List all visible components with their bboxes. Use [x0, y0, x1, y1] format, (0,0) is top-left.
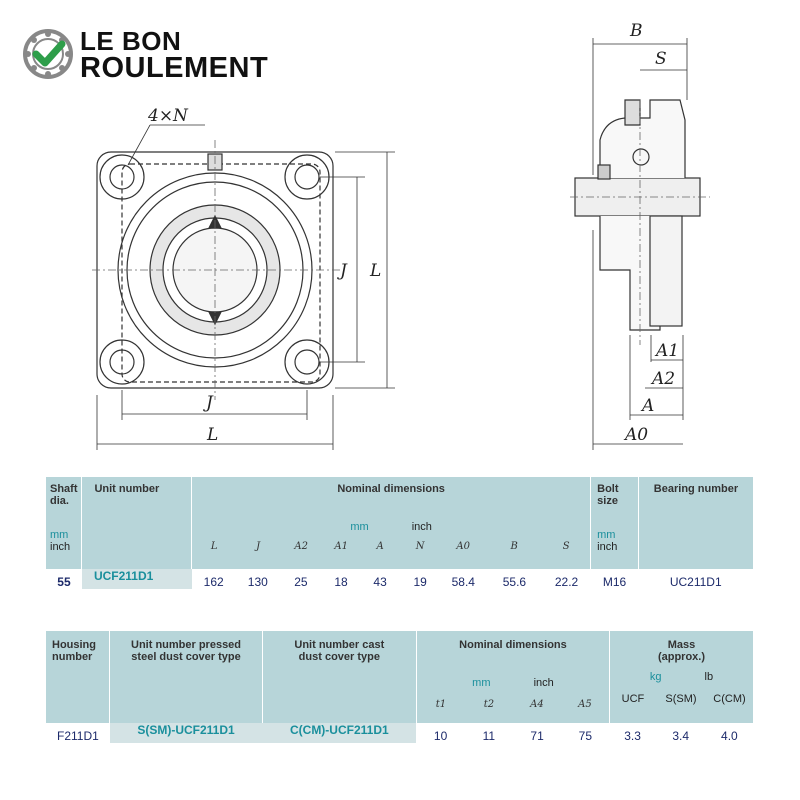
label-a1: A1	[656, 341, 680, 361]
dim-label: A	[376, 541, 384, 552]
dim-label: A2	[294, 541, 308, 552]
housing-table	[46, 631, 753, 743]
dim2-label: t2	[483, 699, 495, 710]
dim-col-labels	[192, 541, 590, 552]
col-unit	[82, 477, 192, 569]
bolt-mm: mm	[597, 529, 616, 541]
col-shaft	[46, 477, 82, 569]
mass-lb: lb	[704, 671, 714, 683]
dim-value: 18	[334, 575, 348, 589]
dim-label: S	[562, 541, 570, 552]
dim-label: N	[415, 541, 425, 552]
shaft-value: 55	[57, 575, 71, 589]
dim-value: 19	[413, 575, 427, 589]
mass-kg: kg	[649, 671, 662, 683]
nominal-mm: mm	[350, 521, 369, 533]
bearing-value: UC211D1	[669, 575, 722, 589]
dim2-label: A5	[578, 699, 592, 710]
dim2-value: 71	[530, 729, 544, 743]
label-s: S	[655, 49, 667, 69]
col-bolt	[591, 477, 639, 569]
nominal2-inch: inch	[533, 677, 554, 689]
bolt-inch: inch	[597, 541, 618, 553]
logo-line1: LE BON	[80, 26, 182, 56]
bolt-value: M16	[602, 575, 627, 589]
mass-value: 4.0	[721, 729, 738, 743]
label-j-bottom: J	[206, 393, 213, 413]
dim-label: B	[510, 541, 518, 552]
col-mass	[609, 631, 753, 723]
dim-value: 58.4	[451, 575, 475, 589]
dim-value: 130	[247, 575, 268, 589]
unit-pressed-header: Unit number pressed steel dust cover type	[131, 639, 242, 663]
col-unit-pressed	[110, 631, 262, 723]
label-a2: A2	[652, 369, 676, 389]
housing-header: Housing number	[52, 639, 96, 663]
dim-label: A1	[334, 541, 348, 552]
dim2-label: A4	[530, 699, 544, 710]
dim-value: 55.6	[502, 575, 527, 589]
logo-line2: ROULEMENT	[80, 52, 269, 84]
col-nominal	[192, 477, 591, 569]
bearing-header: Bearing number	[653, 483, 739, 495]
bolt-header: Bolt size	[597, 483, 619, 507]
dim-value: 162	[203, 575, 224, 589]
label-a: A	[642, 396, 655, 416]
unit-header: Unit number	[94, 483, 160, 495]
unit-cast-value: C(CM)-UCF211D1	[262, 723, 416, 743]
mass-label: C(CM)	[713, 693, 746, 705]
dim-value: 25	[294, 575, 308, 589]
unit-value: UCF211D1	[82, 569, 192, 589]
col-nominal2	[416, 631, 609, 723]
dimensions-table	[46, 477, 753, 589]
shaft-mm: mm	[50, 529, 69, 541]
label-j-side: J	[340, 261, 347, 281]
nominal2-mm: mm	[472, 677, 491, 689]
dim2-col-labels	[417, 699, 609, 710]
col-housing	[46, 631, 110, 723]
dim2-value: 10	[433, 729, 448, 743]
label-l-bottom: L	[207, 425, 219, 445]
dim-label: L	[210, 541, 218, 552]
unit-cast-header: Unit number cast dust cover type	[294, 639, 385, 663]
mass-label: UCF	[621, 693, 645, 705]
nominal-header: Nominal dimensions	[337, 483, 445, 495]
unit-pressed-value: S(SM)-UCF211D1	[110, 723, 262, 743]
dim2-value: 11	[482, 729, 496, 743]
dim-label: A0	[456, 541, 470, 552]
mass-col-labels	[610, 693, 753, 705]
nominal-inch: inch	[411, 521, 432, 533]
housing-value: F211D1	[57, 729, 99, 743]
label-a0: A0	[625, 425, 649, 445]
dim2-label: t1	[435, 699, 447, 710]
dim-value: 43	[373, 575, 387, 589]
dim2-value: 75	[578, 729, 593, 743]
shaft-header: Shaft dia.	[50, 483, 78, 507]
dim-label: J	[256, 541, 261, 552]
label-b: B	[630, 21, 643, 41]
shaft-inch: inch	[50, 541, 71, 553]
col-bearing	[638, 477, 753, 569]
mass-label: S(SM)	[665, 693, 697, 705]
mass-value: 3.4	[672, 729, 690, 743]
dim-value: 22.2	[554, 575, 579, 589]
label-l-side: L	[370, 261, 382, 281]
nominal2-header: Nominal dimensions	[459, 639, 567, 651]
col-unit-cast	[262, 631, 416, 723]
label-4xN: 4×N	[148, 106, 188, 126]
mass-header: Mass (approx.)	[657, 639, 706, 663]
mass-value: 3.3	[624, 729, 641, 743]
